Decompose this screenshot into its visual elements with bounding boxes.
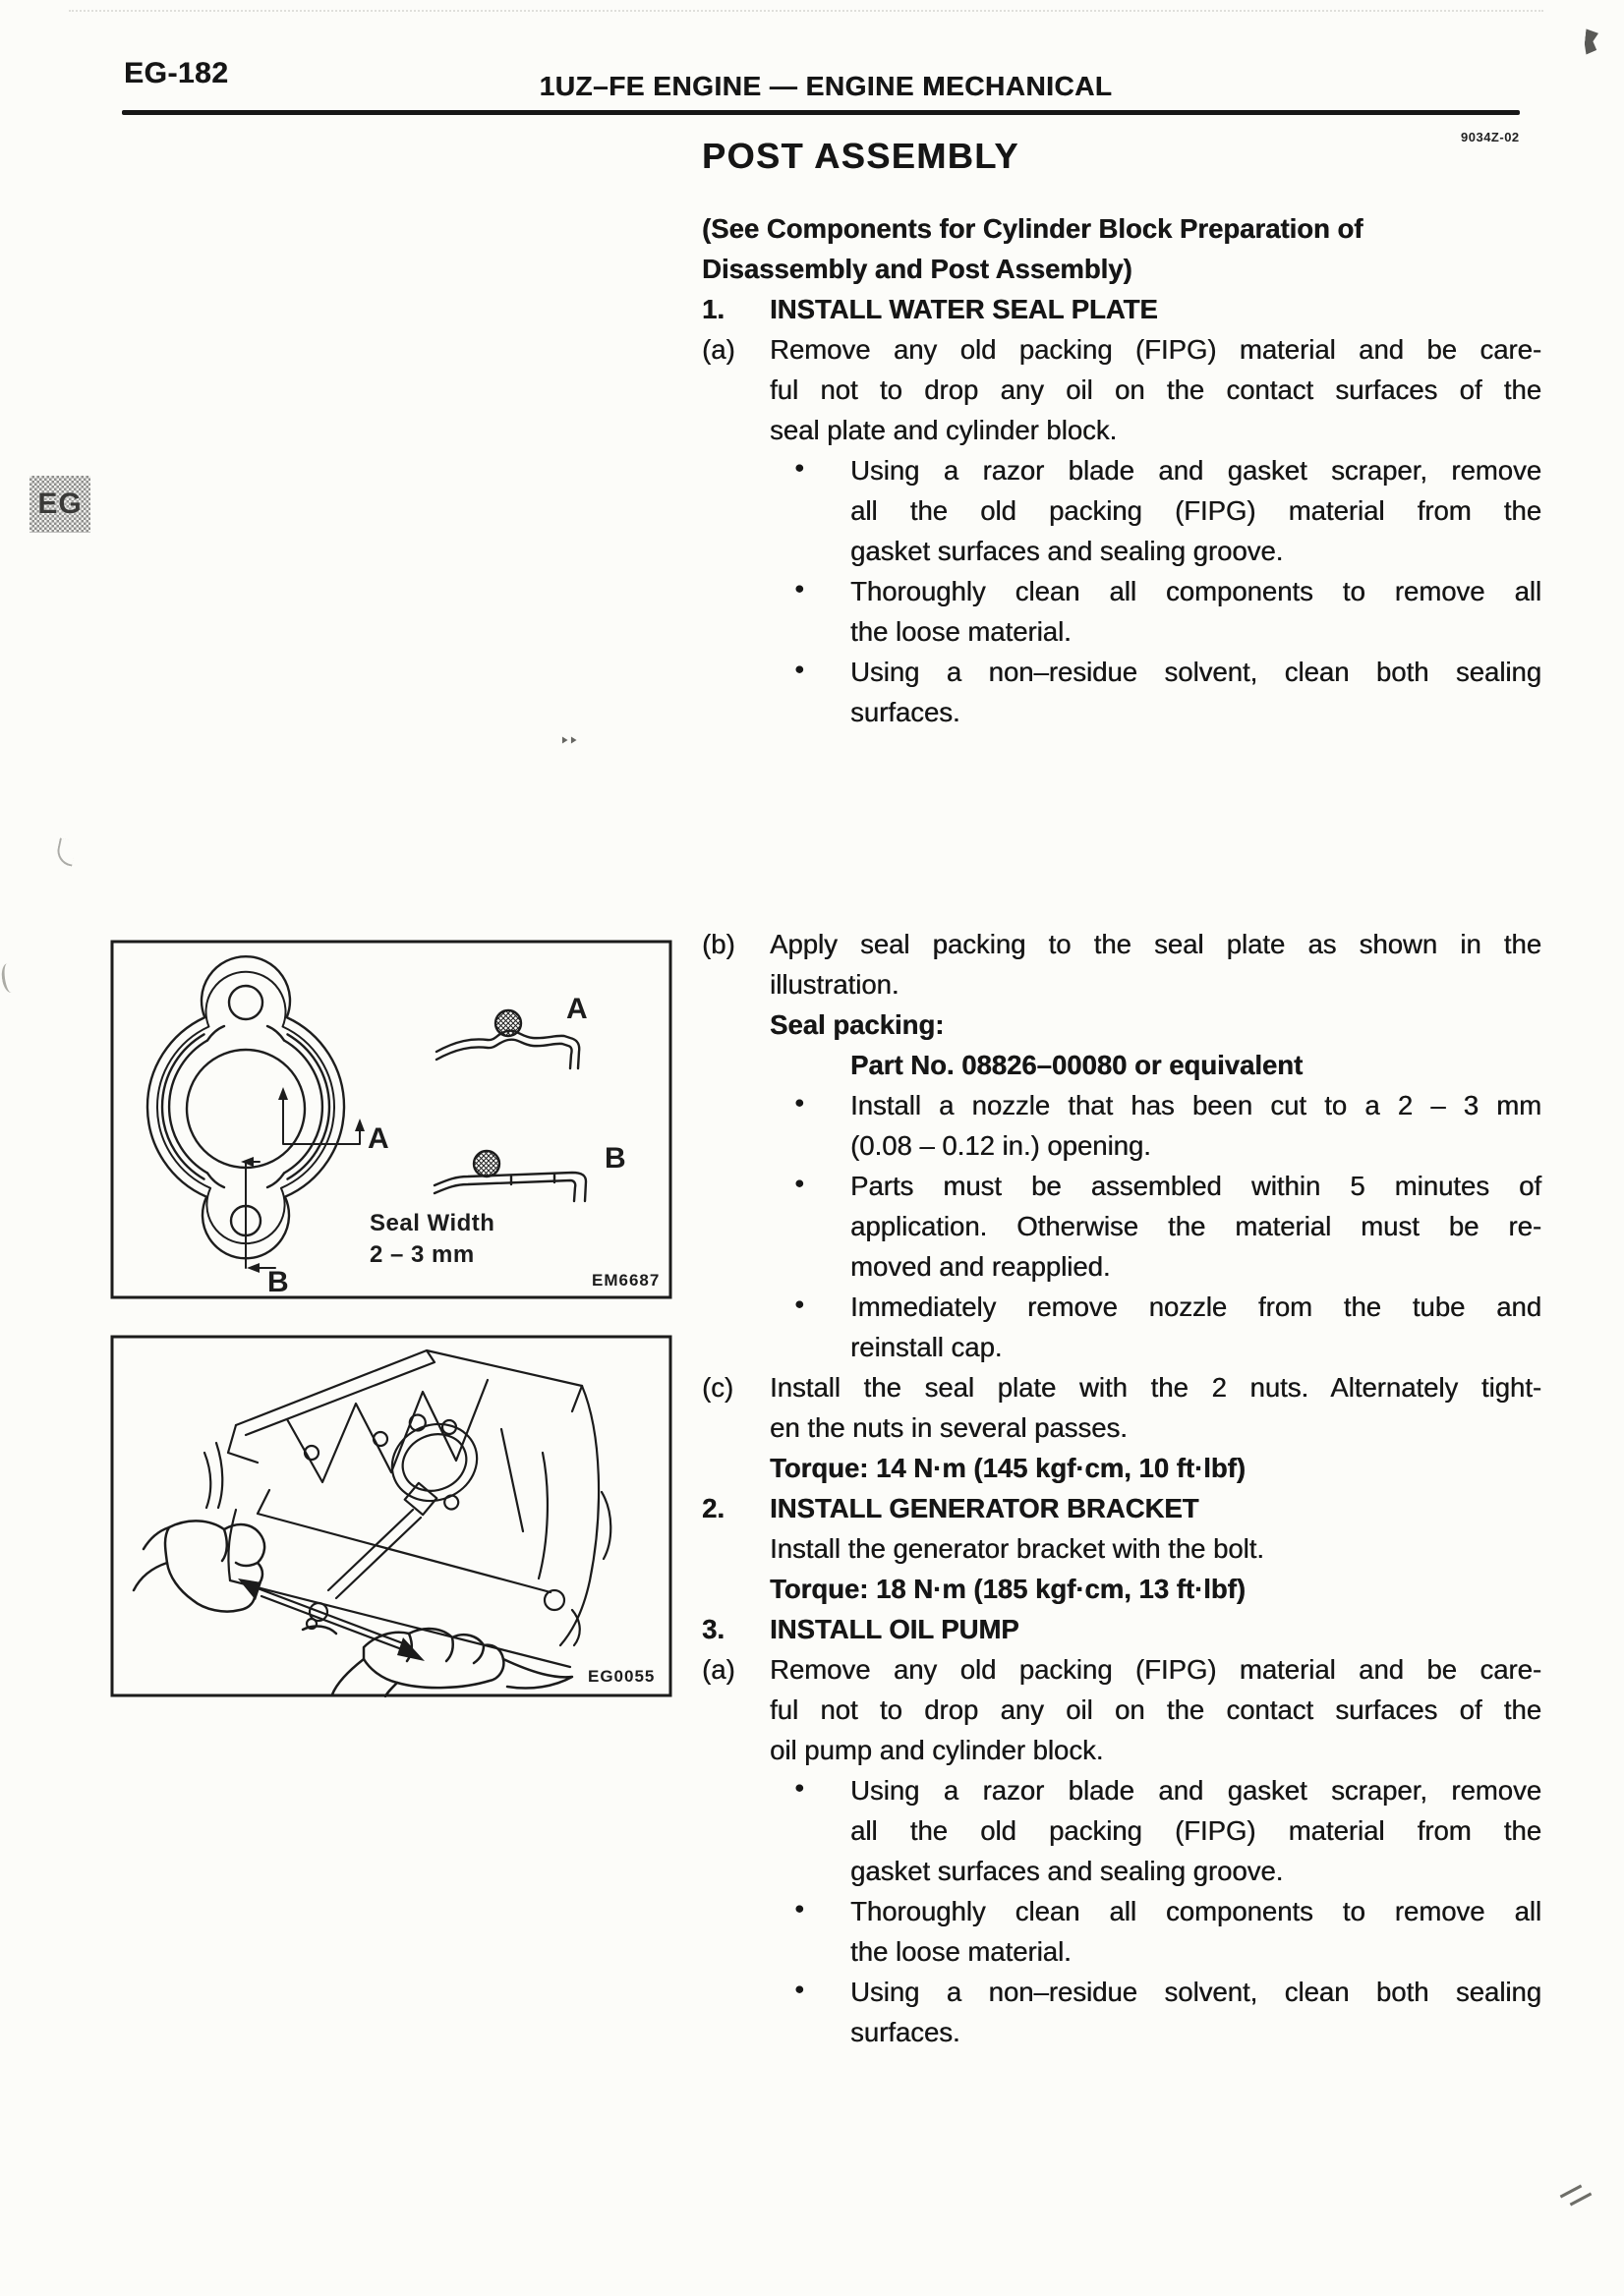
figure1-plate-label-b: B [267, 1266, 289, 1298]
bullet-text: Install a nozzle that has been cut to a 2 – 3 mm (0.08 – 0.12 in.) opening. [850, 1090, 1541, 1161]
figure1-seal-width-text: Seal Width [370, 1210, 495, 1236]
figure-border [112, 1337, 670, 1695]
bullet-icon: ● [794, 1174, 805, 1192]
step-1-heading [702, 289, 1541, 329]
bullet-icon: ● [794, 1294, 805, 1313]
figure2-code: EG0055 [588, 1667, 656, 1686]
substep-1a [702, 329, 1541, 450]
bullet-icon: ● [794, 1093, 805, 1112]
substep-1b [702, 924, 1541, 1004]
substep-text: Apply seal packing to the seal plate as shown in the illustration. [770, 929, 1541, 1000]
scan-artifact-slash [1560, 2185, 1583, 2199]
step-title: INSTALL GENERATOR BRACKET [770, 1493, 1199, 1523]
bullet-item [702, 652, 1541, 732]
scan-artifact-curl [0, 962, 19, 994]
scan-artifact-top-dots [69, 10, 1543, 12]
substep-text: Remove any old packing (FIPG) material and be care- ful not to drop any oil on the contact surfaces of the oil pump and cylinder block. [770, 1654, 1541, 1765]
bullet-icon: ● [794, 579, 805, 598]
figure1-plate-label-a: A [368, 1122, 389, 1155]
bullet-item [702, 571, 1541, 652]
section-tab-label: EG [37, 488, 83, 520]
bullet-item [702, 1287, 1541, 1367]
step-2-text: Install the generator bracket with the bolt. [770, 1533, 1264, 1564]
bullet-text: Using a razor blade and gasket scraper, remove all the old packing (FIPG) material from the gasket surfaces and sealing groove. [850, 1775, 1541, 1886]
figure1-seal-width-value: 2 – 3 mm [370, 1241, 475, 1268]
engine-block-drawing [204, 1350, 610, 1667]
scan-artifact-corner-mark [1584, 29, 1599, 55]
scan-artifact-slash [1570, 2193, 1593, 2207]
step-2-heading [702, 1488, 1541, 1528]
figure1-detail-label-b: B [605, 1142, 626, 1175]
step-number: 1. [702, 294, 725, 324]
hands-drawing [134, 1521, 572, 1696]
substep-label: (a) [702, 334, 735, 365]
substep-3a [702, 1649, 1541, 1770]
bullet-icon: ● [794, 458, 805, 477]
figure-install-seal-plate [110, 1335, 672, 1697]
bullet-item [702, 1770, 1541, 1891]
step-number: 2. [702, 1493, 725, 1523]
step-number: 3. [702, 1614, 725, 1644]
scan-artifact-curl [54, 837, 77, 866]
bullet-text: Thoroughly clean all components to remove all the loose material. [850, 576, 1541, 647]
bullet-icon: ● [794, 660, 805, 678]
figure1-detail-label-a: A [566, 993, 588, 1025]
substep-label: (b) [702, 929, 735, 959]
substep-text: Install the seal plate with the 2 nuts. Alternately tight- en the nuts in several passes. [770, 1372, 1541, 1443]
scan-artifact-chevron [562, 737, 571, 744]
seal-plate-drawing [147, 956, 365, 1273]
bullet-text: Using a non–residue solvent, clean both sealing surfaces. [850, 657, 1541, 727]
bullet-item [702, 1085, 1541, 1166]
page-title: POST ASSEMBLY [702, 136, 1019, 176]
substep-1c [702, 1367, 1541, 1448]
section-tab [29, 476, 90, 533]
bullet-icon: ● [794, 1980, 805, 1998]
header-rule [122, 110, 1520, 115]
bullet-item [702, 450, 1541, 571]
bullet-text: Parts must be assembled within 5 minutes of application. Otherwise the material must be re- moved and reapplied. [850, 1171, 1541, 1282]
step-title: INSTALL WATER SEAL PLATE [770, 294, 1158, 324]
seal-section-detail-b [435, 1151, 586, 1201]
substep-label: (c) [702, 1372, 734, 1403]
bullet-text: Using a non–residue solvent, clean both sealing surfaces. [850, 1977, 1541, 2047]
see-note: (See Components for Cylinder Block Preparation of Disassembly and Post Assembly) [702, 213, 1363, 284]
bullet-item [702, 1972, 1541, 2052]
bullet-text: Immediately remove nozzle from the tube and reinstall cap. [850, 1292, 1541, 1362]
bullet-icon: ● [794, 1899, 805, 1918]
figure-seal-plate-diagram [110, 940, 672, 1299]
bullet-item [702, 1166, 1541, 1287]
bullet-text: Thoroughly clean all components to remove all the loose material. [850, 1896, 1541, 1967]
torque-spec: Torque: 18 N·m (185 kgf·cm, 13 ft·lbf) [770, 1574, 1246, 1604]
step-title: INSTALL OIL PUMP [770, 1614, 1019, 1644]
doc-code: 9034Z-02 [1461, 130, 1520, 144]
substep-text: Remove any old packing (FIPG) material and be care- ful not to drop any oil on the contact surfaces of the seal plate and cylinder block. [770, 334, 1541, 445]
scan-artifact-chevron [571, 737, 580, 744]
column-spacer [702, 732, 1541, 924]
header-title: 1UZ–FE ENGINE — ENGINE MECHANICAL [539, 71, 1113, 101]
seal-packing-label: Seal packing: [770, 1009, 945, 1040]
substep-label: (a) [702, 1654, 735, 1685]
torque-spec: Torque: 14 N·m (145 kgf·cm, 10 ft·lbf) [770, 1453, 1246, 1483]
step-3-heading [702, 1609, 1541, 1649]
seal-section-detail-a [436, 1010, 579, 1068]
bullet-text: Using a razor blade and gasket scraper, remove all the old packing (FIPG) material from the gasket surfaces and sealing groove. [850, 455, 1541, 566]
page-number: EG-182 [124, 57, 229, 89]
procedure-text [702, 208, 1541, 2052]
part-number: Part No. 08826–00080 or equivalent [850, 1050, 1304, 1080]
bullet-item [702, 1891, 1541, 1972]
bullet-icon: ● [794, 1778, 805, 1797]
figure1-code: EM6687 [592, 1271, 661, 1290]
